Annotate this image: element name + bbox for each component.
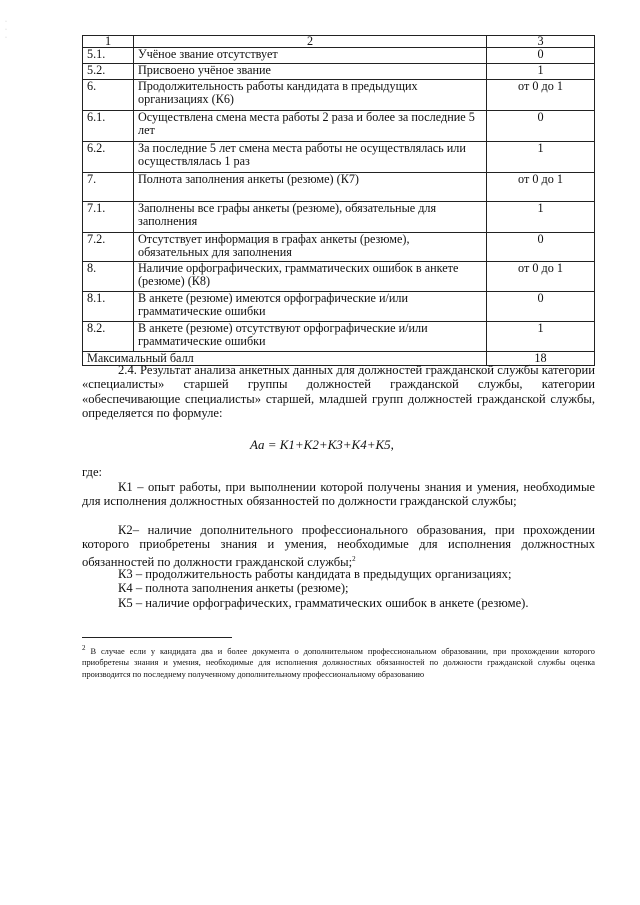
row-text: Полнота заполнения анкеты (резюме) (К7) [134, 173, 487, 202]
definition-k3: К3 – продолжительность работы кандидата в предыдущих организациях; [118, 567, 512, 581]
row-text: Отсутствует информация в графах анкеты (резюме), обязательных для заполнения [134, 233, 487, 262]
row-text: В анкете (резюме) отсутствуют орфографические и/или грамматические ошибки [134, 322, 487, 352]
section-2-4: 2.4. Результат анализа анкетных данных для должностей гражданской службы категории «специалисты» старшей группы должностей гражданской службы, категории «обеспечивающие специалисты» старшей, младшей групп должностей гражданской службы, определяется по формуле: [82, 363, 595, 420]
row-num: 8. [83, 262, 134, 292]
row-text: Осуществлена смена места работы 2 раза и более за последние 5 лет [134, 111, 487, 142]
header-col-1: 1 [83, 36, 134, 48]
row-text: Заполнены все графы анкеты (резюме), обязательные для заполнения [134, 202, 487, 233]
table-row [83, 322, 595, 352]
footnote [82, 643, 595, 680]
definition-k1: К1 – опыт работы, при выполнении которой получены знания и умения, необходимые для исполнения должностных обязанностей по должности гражданской службы; [82, 480, 595, 509]
row-num: 7.1. [83, 202, 134, 233]
row-num: 7.2. [83, 233, 134, 262]
footnote-ref: 2 [352, 554, 356, 563]
row-text: Присвоено учёное звание [134, 64, 487, 80]
table-row [83, 292, 595, 322]
definition-k2 [82, 523, 595, 569]
row-value: 0 [487, 233, 595, 262]
row-num: 5.1. [83, 48, 134, 64]
table-row [83, 80, 595, 111]
row-text: Учёное звание отсутствует [134, 48, 487, 64]
row-value: 0 [487, 48, 595, 64]
row-value: 0 [487, 111, 595, 142]
table-header-row [83, 36, 595, 48]
row-value: 1 [487, 142, 595, 173]
total-value: 18 [487, 352, 595, 366]
where-label: где: [82, 465, 103, 479]
table-row [83, 111, 595, 142]
row-num: 6. [83, 80, 134, 111]
table-row [83, 142, 595, 173]
definition-k5: К5 – наличие орфографических, грамматических ошибок в анкете (резюме). [118, 596, 529, 610]
row-num: 6.1. [83, 111, 134, 142]
table-row [83, 202, 595, 233]
footnote-text: В случае если у кандидата два и более документа о дополнительном профессиональном образовании, при прохождении которого приобретены знания и умения, необходимые для исполнения должностных обязанностей по должности гражданской службы оценка производится по последнему полученному дополнительному профессиональному образованию [82, 646, 595, 679]
row-value: 1 [487, 202, 595, 233]
row-value: 0 [487, 292, 595, 322]
table-row [83, 173, 595, 202]
table-row [83, 233, 595, 262]
row-num: 5.2. [83, 64, 134, 80]
scan-margin-marks: · · · [5, 19, 7, 41]
row-text: Наличие орфографических, грамматических ошибок в анкете (резюме) (К8) [134, 262, 487, 292]
table-row [83, 262, 595, 292]
table-row [83, 64, 595, 80]
footnote-divider [82, 637, 232, 638]
header-col-2: 2 [134, 36, 487, 48]
definition-k4: К4 – полнота заполнения анкеты (резюме); [118, 581, 349, 595]
header-col-3: 3 [487, 36, 595, 48]
table-row [83, 48, 595, 64]
row-value: от 0 до 1 [487, 262, 595, 292]
total-label: Максимальный балл [83, 352, 487, 366]
row-num: 8.2. [83, 322, 134, 352]
row-value: 1 [487, 322, 595, 352]
criteria-table [82, 35, 595, 366]
row-num: 8.1. [83, 292, 134, 322]
definition-k2-text: К2– наличие дополнительного профессионального образования, при прохождении которого приобретены знания и умения, необходимые для исполнения должностных обязанностей по должности гражданской службы; [82, 523, 595, 569]
footnote-number: 2 [82, 644, 86, 652]
row-value: от 0 до 1 [487, 80, 595, 111]
row-value: от 0 до 1 [487, 173, 595, 202]
row-num: 7. [83, 173, 134, 202]
row-num: 6.2. [83, 142, 134, 173]
row-value: 1 [487, 64, 595, 80]
row-text: Продолжительность работы кандидата в предыдущих организациях (К6) [134, 80, 487, 111]
row-text: За последние 5 лет смена места работы не осуществлялась или осуществлялась 1 раз [134, 142, 487, 173]
row-text: В анкете (резюме) имеются орфографические и/или грамматические ошибки [134, 292, 487, 322]
formula: Aa = K1+K2+K3+K4+K5, [250, 437, 394, 452]
